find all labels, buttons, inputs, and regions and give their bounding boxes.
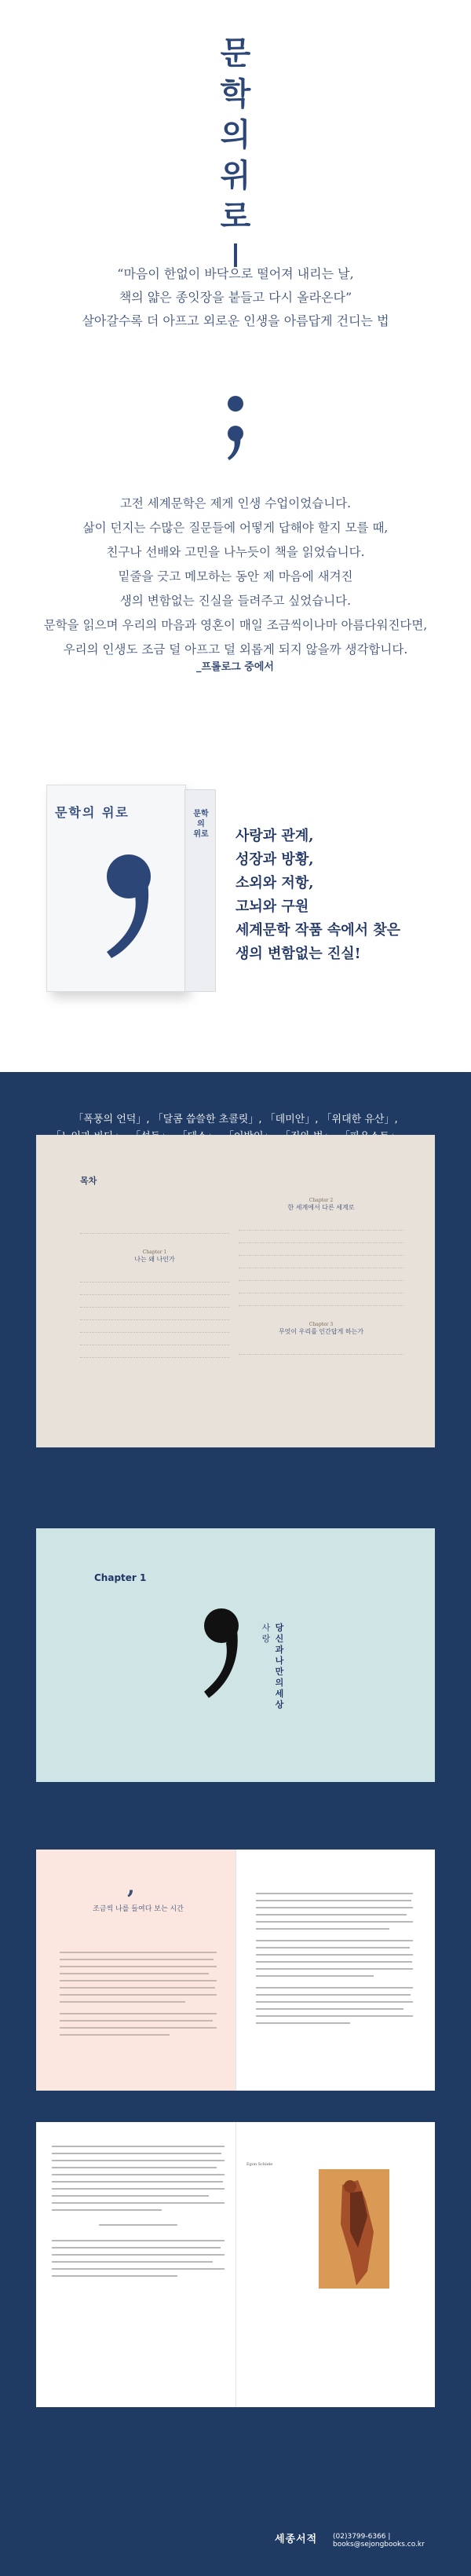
tagline-line: 세계문학 작품 속에서 찾은 bbox=[236, 922, 401, 939]
spread-quote: 조금씩 나를 들여다 보는 시간 bbox=[93, 1905, 184, 1913]
toc-entry bbox=[239, 1342, 403, 1355]
toc-entry bbox=[239, 1231, 403, 1243]
tagline-line: 사랑과 관계, bbox=[236, 828, 314, 844]
body-text-block bbox=[256, 1893, 413, 2066]
comma-icon: , bbox=[127, 1873, 135, 1899]
chapter-vertical-small: 사랑 bbox=[261, 1623, 271, 1644]
comma-icon bbox=[199, 1607, 242, 1701]
body-text-block bbox=[60, 1952, 217, 2054]
quote-line: 책의 얇은 종잇장을 붙들고 다시 올라온다” bbox=[119, 290, 352, 305]
book-title-vertical bbox=[214, 33, 257, 267]
toc-entry bbox=[80, 1270, 229, 1283]
toc-chapter-label: Chapter 1 bbox=[142, 1250, 167, 1255]
semicolon-icon bbox=[210, 393, 261, 463]
toc-entry bbox=[239, 1243, 403, 1256]
art-caption-line: Egon Schiele bbox=[246, 2162, 273, 2167]
art-spread bbox=[36, 2122, 435, 2407]
intro-line: 생의 변함없는 진실을 들려주고 싶었습니다. bbox=[119, 594, 352, 608]
toc-entry bbox=[80, 1333, 229, 1345]
chapter-vertical-title: 당신과 나만의 세상 bbox=[275, 1623, 284, 1710]
toc-chapter-label: Chapter 3 bbox=[309, 1322, 334, 1327]
intro-line: 문학을 읽으며 우리의 마음과 영혼이 매일 조금씩이나마 아름다워진다면, bbox=[43, 618, 428, 632]
toc-right-page bbox=[239, 1198, 403, 1355]
toc-entry bbox=[80, 1345, 229, 1358]
chapter-opener bbox=[36, 1528, 435, 1782]
toc-entry bbox=[80, 1221, 229, 1234]
intro-line: 밑줄을 긋고 메모하는 동안 제 마음에 새겨진 bbox=[118, 569, 353, 584]
intro-line: 삶이 던지는 수많은 질문들에 어떻게 답해야 할지 모를 때, bbox=[82, 521, 389, 535]
tagline-line: 소외와 저항, bbox=[236, 875, 314, 891]
quote-line: “마음이 한없이 바닥으로 떨어져 내리는 날, bbox=[117, 266, 354, 281]
intro-line: 우리의 인생도 조금 덜 아프고 덜 외롭게 되지 않을까 생각합니다. bbox=[63, 642, 408, 657]
art-caption bbox=[246, 2161, 272, 2168]
toc-entry bbox=[239, 1218, 403, 1231]
title-char: 문 bbox=[220, 35, 251, 71]
toc-entry bbox=[80, 1295, 229, 1308]
toc-entry bbox=[80, 1320, 229, 1333]
painting-image bbox=[319, 2169, 389, 2289]
quote-line: 살아갈수록 더 아프고 외로운 인생을 아름답게 건디는 법 bbox=[82, 313, 389, 328]
works-list-line: 「폭풍의 언덕」, 「달콤 씁쓸한 초콜릿」, 「데미안」, 「위대한 유산」, bbox=[73, 1114, 398, 1125]
text-spread bbox=[36, 1850, 435, 2091]
book-tagline bbox=[236, 825, 440, 966]
toc-entry bbox=[239, 1268, 403, 1281]
intro-line: 고전 세계문학은 제게 인생 수업이었습니다. bbox=[119, 496, 352, 510]
toc-chapter-name: 나는 왜 나인가 bbox=[134, 1256, 175, 1263]
tagline-line: 성장과 방황, bbox=[236, 851, 314, 868]
title-char: 학 bbox=[220, 75, 251, 112]
toc-entry bbox=[80, 1283, 229, 1295]
cover-title: 문학의 위로 bbox=[55, 805, 130, 820]
title-char: 의 bbox=[220, 116, 251, 153]
toc-title: 목차 bbox=[80, 1176, 97, 1186]
hero-section bbox=[0, 0, 471, 1072]
toc-left-page bbox=[80, 1221, 229, 1358]
toc-chapter-label: Chapter 2 bbox=[309, 1198, 334, 1203]
toc-chapter-name: 한 세계에서 다른 세계로 bbox=[287, 1204, 355, 1211]
chapter-label: Chapter 1 bbox=[94, 1572, 147, 1583]
intro-text bbox=[24, 492, 447, 662]
intro-line: 친구나 선배와 고민을 나누듯이 책을 읽었습니다. bbox=[106, 545, 365, 559]
toc-entry bbox=[239, 1256, 403, 1268]
publisher-logo: 세종서적 bbox=[275, 2534, 318, 2545]
comma-icon bbox=[97, 851, 155, 961]
tagline-line: 생의 변함없는 진실! bbox=[236, 946, 361, 962]
toc-chapter-name: 무엇이 우리를 인간답게 하는가 bbox=[278, 1328, 364, 1335]
figure-painting-icon bbox=[319, 2169, 389, 2289]
toc-spread bbox=[36, 1135, 435, 1447]
title-char: 위 bbox=[220, 157, 251, 194]
publisher-contact: (02)3799-6366 | books@sejongbooks.co.kr bbox=[333, 2533, 425, 2549]
spine-title: 문학의 위로 bbox=[193, 810, 209, 839]
tagline-line: 고뇌와 구원 bbox=[236, 898, 309, 915]
body-text-block bbox=[52, 2146, 225, 2381]
toc-entry bbox=[239, 1293, 403, 1306]
title-char: 로 bbox=[220, 198, 251, 235]
toc-entry bbox=[80, 1308, 229, 1320]
prologue-source: _프롤로그 중에서 bbox=[196, 661, 274, 673]
book-mockup bbox=[47, 785, 220, 997]
footer bbox=[0, 2411, 471, 2576]
toc-entry bbox=[239, 1281, 403, 1293]
